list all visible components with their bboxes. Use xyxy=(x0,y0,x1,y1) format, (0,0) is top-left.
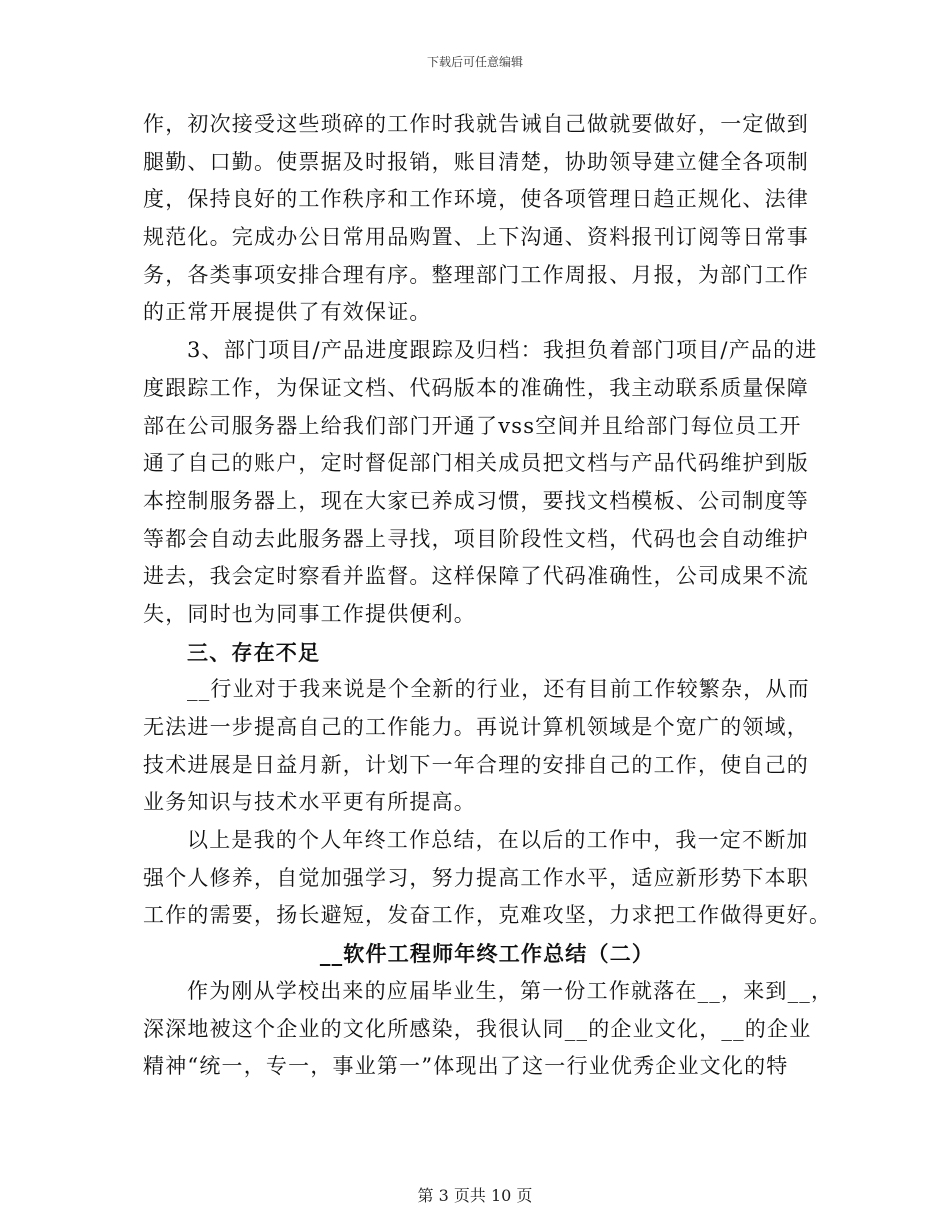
paragraph-line: 作为刚从学校出来的应届毕业生，第一份工作就落在__，来到__， xyxy=(187,978,834,1003)
paragraph-line: __行业对于我来说是个全新的行业，还有目前工作较繁杂，从而 xyxy=(187,677,810,702)
paragraph-line: 3、部门项目/产品进度跟踪及归档：我担负着部门项目/产品的进 xyxy=(187,338,818,363)
paragraph-line: 等都会自动去此服务器上寻找，项目阶段性文档，代码也会自动维护 xyxy=(143,526,809,551)
page-footer: 第 3 页共 10 页 xyxy=(417,1186,533,1205)
paragraph-line: 规范化。完成办公日常用品购置、上下沟通、资料报刊订阅等日常事 xyxy=(143,225,809,250)
paragraph-line: 作，初次接受这些琐碎的工作时我就告诫自己做就要做好，一定做到 xyxy=(143,112,809,136)
section-title: __软件工程师年终工作总结（二） xyxy=(319,941,655,967)
paragraph-line: 工作的需要，扬长避短，发奋工作，克难攻坚，力求把工作做得更好。 xyxy=(143,903,832,928)
paragraph-line: 进去，我会定时察看并监督。这样保障了代码准确性，公司成果不流 xyxy=(143,564,809,589)
paragraph-line: 技术进展是日益月新，计划下一年合理的安排自己的工作，使自己的 xyxy=(143,752,809,777)
paragraph-line: 以上是我的个人年终工作总结，在以后的工作中，我一定不断加 xyxy=(187,828,809,853)
paragraph-line: 深深地被这个企业的文化所感染，我很认同__的企业文化，__的企业 xyxy=(143,1016,812,1041)
paragraph-line: 通了自己的账户，定时督促部门相关成员把文档与产品代码维护到版 xyxy=(143,451,809,476)
paragraph-line: 腿勤、口勤。使票据及时报销，账目清楚，协助领导建立健全各项制 xyxy=(143,149,809,174)
paragraph-line: 度，保持良好的工作秩序和工作环境，使各项管理日趋正规化、法律 xyxy=(143,187,809,212)
paragraph-line: 业务知识与技术水平更有所提高。 xyxy=(143,790,476,815)
paragraph-line: 的正常开展提供了有效保证。 xyxy=(143,300,432,325)
paragraph-line: 精神“统一，专一，事业第一”体现出了这一行业优秀企业文化的特 xyxy=(143,1054,789,1079)
page-header: 下载后可任意编辑 xyxy=(426,55,523,69)
paragraph-line: 失，同时也为同事工作提供便利。 xyxy=(143,601,476,626)
paragraph-line: 无法进一步提高自己的工作能力。再说计算机领域是个宽广的领域， xyxy=(143,715,809,739)
paragraph-line: 度跟踪工作，为保证文档、代码版本的准确性，我主动联系质量保障 xyxy=(143,375,809,400)
paragraph-line: 强个人修养，自觉加强学习，努力提高工作水平，适应新形势下本职 xyxy=(143,865,809,890)
paragraph-line: 务，各类事项安排合理有序。整理部门工作周报、月报，为部门工作 xyxy=(143,262,809,287)
paragraph-line: 本控制服务器上，现在大家已养成习惯，要找文档模板、公司制度等 xyxy=(143,488,809,513)
paragraph-line: 部在公司服务器上给我们部门开通了vss空间并且给部门每位员工开 xyxy=(143,413,802,438)
section-heading: 三、存在不足 xyxy=(187,639,321,665)
document-body xyxy=(143,106,834,1086)
